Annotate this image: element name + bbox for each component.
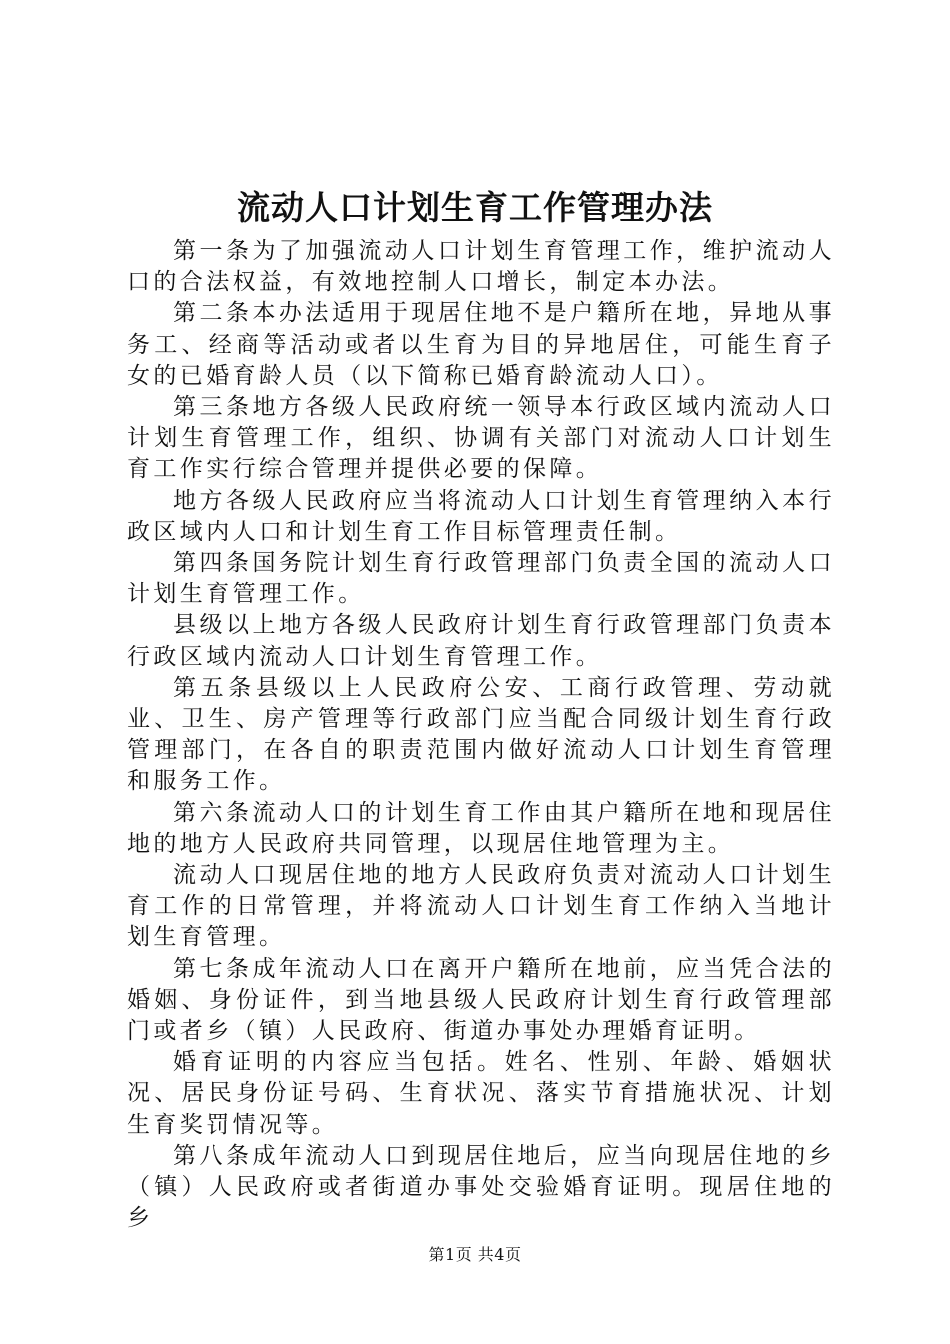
paragraph: 地方各级人民政府应当将流动人口计划生育管理纳入本行政区域内人口和计划生育工作目标管理责任制。: [127, 487, 835, 545]
paragraph: 婚育证明的内容应当包括。姓名、性别、年龄、婚姻状况、居民身份证号码、生育状况、落实节育措施状况、计划生育奖罚情况等。: [127, 1049, 835, 1138]
paragraph: 第二条本办法适用于现居住地不是户籍所在地，异地从事务工、经商等活动或者以生育为目的异地居住，可能生育子女的已婚育龄人员（以下简称已婚育龄流动人口）。: [127, 300, 835, 389]
paragraph: 第七条成年流动人口在离开户籍所在地前，应当凭合法的婚姻、身份证件，到当地县级人民政府计划生育行政管理部门或者乡（镇）人民政府、街道办事处办理婚育证明。: [127, 955, 835, 1045]
paragraph: 第一条为了加强流动人口计划生育管理工作，维护流动人口的合法权益，有效地控制人口增长，制定本办法。: [127, 238, 835, 296]
page-number-footer: 第1页 共4页: [428, 1245, 522, 1264]
paragraph: 第八条成年流动人口到现居住地后，应当向现居住地的乡（镇）人民政府或者街道办事处交验婚育证明。现居住地的乡: [127, 1142, 835, 1232]
paragraph: 第四条国务院计划生育行政管理部门负责全国的流动人口计划生育管理工作。: [127, 550, 835, 608]
document-body: [127, 236, 835, 1235]
paragraph: 流动人口现居住地的地方人民政府负责对流动人口计划生育工作的日常管理，并将流动人口计划生育工作纳入当地计划生育管理。: [127, 862, 835, 951]
paragraph: 第三条地方各级人民政府统一领导本行政区域内流动人口计划生育管理工作，组织、协调有关部门对流动人口计划生育工作实行综合管理并提供必要的保障。: [127, 394, 835, 483]
paragraph: 县级以上地方各级人民政府计划生育行政管理部门负责本行政区域内流动人口计划生育管理工作。: [127, 612, 835, 670]
paragraph: 第六条流动人口的计划生育工作由其户籍所在地和现居住地的地方人民政府共同管理，以现居住地管理为主。: [127, 799, 835, 857]
document-title: 流动人口计划生育工作管理办法: [237, 188, 713, 227]
paragraph: 第五条县级以上人民政府公安、工商行政管理、劳动就业、卫生、房产管理等行政部门应当配合同级计划生育行政管理部门，在各自的职责范围内做好流动人口计划生育管理和服务工作。: [127, 674, 835, 795]
